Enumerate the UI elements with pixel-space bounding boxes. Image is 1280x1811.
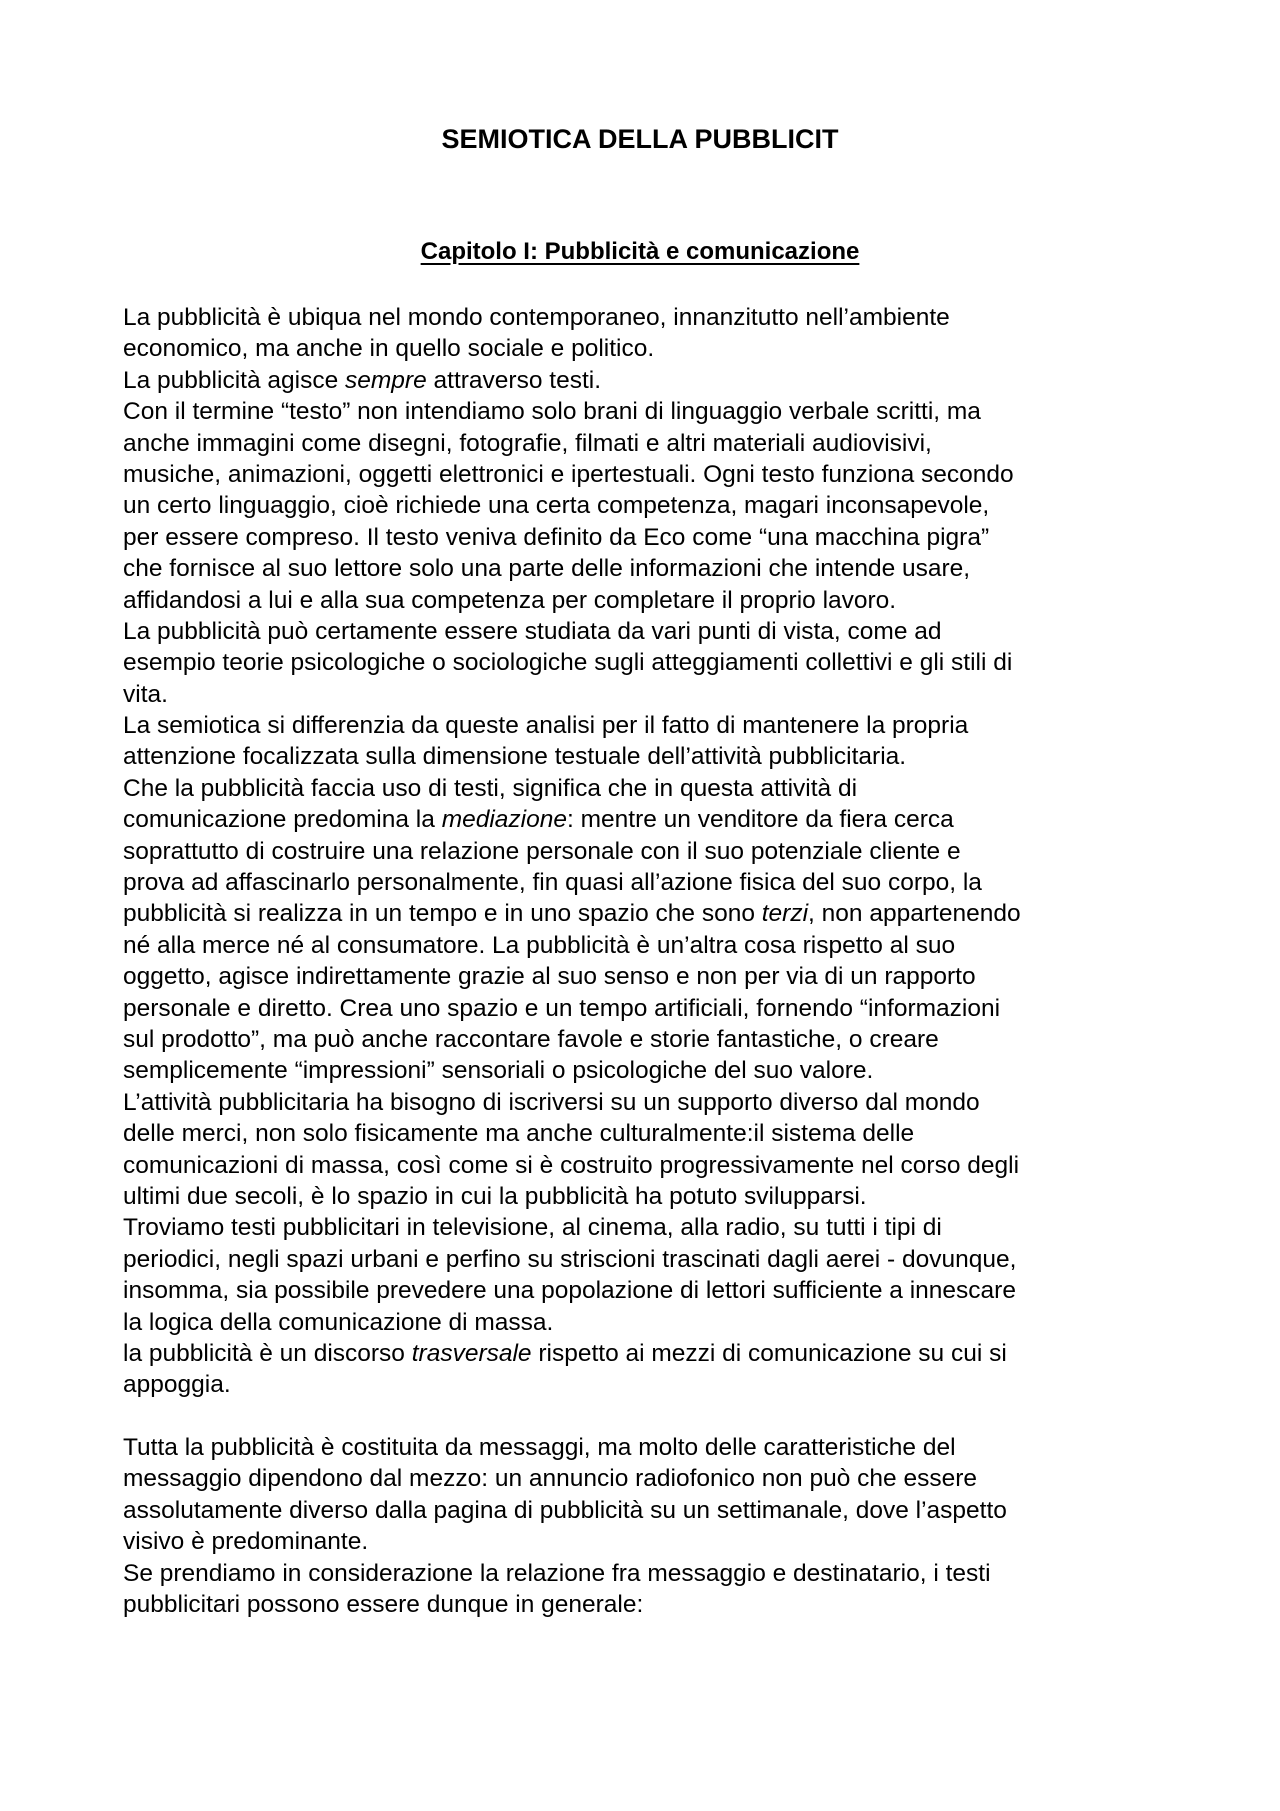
text-line bbox=[123, 1338, 1173, 1369]
text-line bbox=[123, 898, 1173, 929]
text-line bbox=[123, 1150, 1173, 1181]
text-segment: pubblicità si realizza in un tempo e in uno spazio che sono bbox=[123, 900, 762, 928]
text-segment: oggetto, agisce indirettamente grazie al suo senso e non per via di un rapporto bbox=[123, 963, 976, 991]
text-line bbox=[123, 867, 1173, 898]
text-segment: Troviamo testi pubblicitari in televisione, al cinema, alla radio, su tutti i tipi di bbox=[123, 1214, 942, 1242]
chapter-heading: Capitolo I: Pubblicità e comunicazione bbox=[420, 238, 860, 265]
text-segment: Se prendiamo in considerazione la relazione fra messaggio e destinatario, i testi bbox=[123, 1559, 991, 1587]
text-line bbox=[123, 1495, 1173, 1526]
text-segment: Tutta la pubblicità è costituita da messaggi, ma molto delle caratteristiche del bbox=[123, 1434, 956, 1462]
text-line bbox=[123, 1244, 1173, 1275]
text-segment: comunicazioni di massa, così come si è costruito progressivamente nel corso degli bbox=[123, 1151, 1020, 1179]
text-segment: vita. bbox=[123, 680, 168, 708]
text-line bbox=[123, 961, 1173, 992]
text-segment: la pubblicità è un discorso bbox=[123, 1339, 412, 1367]
text-segment: che fornisce al suo lettore solo una parte delle informazioni che intende usare, bbox=[123, 555, 971, 583]
text-segment: , non appartenendo bbox=[808, 900, 1021, 928]
text-line bbox=[123, 585, 1173, 616]
text-line bbox=[123, 1087, 1173, 1118]
text-segment: semplicemente “impressioni” sensoriali o psicologiche del suo valore. bbox=[123, 1057, 874, 1085]
text-line bbox=[123, 1055, 1173, 1086]
text-segment: Che la pubblicità faccia uso di testi, significa che in questa attività di bbox=[123, 774, 858, 802]
text-segment: La pubblicità agisce bbox=[123, 366, 346, 394]
text-segment: pubblicitari possono essere dunque in generale: bbox=[123, 1591, 644, 1619]
text-segment: economico, ma anche in quello sociale e politico. bbox=[123, 335, 655, 363]
text-line bbox=[123, 1463, 1173, 1494]
text-segment: rispetto ai mezzi di comunicazione su cui si bbox=[531, 1339, 1007, 1367]
text-line bbox=[123, 459, 1173, 490]
text-line bbox=[123, 741, 1173, 772]
text-segment: La pubblicità può certamente essere studiata da vari punti di vista, come ad bbox=[123, 617, 942, 645]
text-segment: anche immagini come disegni, fotografie, filmati e altri materiali audiovisivi, bbox=[123, 429, 932, 457]
text-line bbox=[123, 804, 1173, 835]
text-segment: La pubblicità è ubiqua nel mondo contemporaneo, innanzitutto nell’ambiente bbox=[123, 304, 950, 331]
emphasized-text: mediazione bbox=[441, 806, 567, 834]
text-segment: messaggio dipendono dal mezzo: un annuncio radiofonico non può che essere bbox=[123, 1465, 978, 1493]
text-line bbox=[123, 365, 1173, 396]
text-line bbox=[123, 993, 1173, 1024]
text-line bbox=[123, 773, 1173, 804]
text-segment: delle merci, non solo fisicamente ma anche culturalmente:il sistema delle bbox=[123, 1120, 915, 1148]
text-line bbox=[123, 930, 1173, 961]
text-line bbox=[123, 616, 1173, 647]
text-segment: sul prodotto”, ma può anche raccontare favole e storie fantastiche, o creare bbox=[123, 1025, 939, 1053]
text-line bbox=[123, 1589, 1173, 1620]
emphasized-text: trasversale bbox=[411, 1339, 532, 1367]
text-line bbox=[123, 1432, 1173, 1463]
text-segment: esempio teorie psicologiche o sociologiche sugli atteggiamenti collettivi e gli stili di bbox=[123, 649, 1013, 677]
text-line bbox=[123, 1275, 1173, 1306]
text-line bbox=[123, 1558, 1173, 1589]
text-line bbox=[123, 710, 1173, 741]
document-title: SEMIOTICA DELLA PUBBLICIT bbox=[441, 124, 839, 154]
body-text bbox=[123, 302, 1173, 1620]
text-line bbox=[123, 1118, 1173, 1149]
text-line bbox=[123, 1369, 1173, 1400]
text-segment: appoggia. bbox=[123, 1371, 231, 1399]
text-line bbox=[123, 1181, 1173, 1212]
text-line bbox=[123, 333, 1173, 364]
text-segment: La semiotica si differenzia da queste analisi per il fatto di mantenere la propria bbox=[123, 712, 969, 740]
text-segment: per essere compreso. Il testo veniva definito da Eco come “una macchina pigra” bbox=[123, 523, 990, 551]
paragraph-break bbox=[123, 1401, 1173, 1432]
text-line bbox=[123, 428, 1173, 459]
text-segment: personale e diretto. Crea uno spazio e un tempo artificiali, fornendo “informazioni bbox=[123, 994, 1001, 1022]
text-segment: comunicazione predomina la bbox=[123, 806, 442, 834]
text-segment: L’attività pubblicitaria ha bisogno di iscriversi su un supporto diverso dal mondo bbox=[123, 1088, 980, 1116]
text-segment: Con il termine “testo” non intendiamo solo brani di linguaggio verbale scritti, ma bbox=[123, 398, 981, 426]
text-segment: visivo è predominante. bbox=[123, 1528, 369, 1556]
text-segment: prova ad affascinarlo personalmente, fin quasi all’azione fisica del suo corpo, la bbox=[123, 869, 982, 897]
text-segment: insomma, sia possibile prevedere una popolazione di lettori sufficiente a innescare bbox=[123, 1277, 1016, 1305]
text-segment: soprattutto di costruire una relazione personale con il suo potenziale cliente e bbox=[123, 837, 961, 865]
text-segment: né alla merce né al consumatore. La pubblicità è un’altra cosa rispetto al suo bbox=[123, 931, 956, 959]
text-line bbox=[123, 1212, 1173, 1243]
text-segment: periodici, negli spazi urbani e perfino su striscioni trascinati dagli aerei - dovunque, bbox=[123, 1245, 1017, 1273]
text-line bbox=[123, 647, 1173, 678]
text-line bbox=[123, 679, 1173, 710]
text-segment: musiche, animazioni, oggetti elettronici e ipertestuali. Ogni testo funziona secondo bbox=[123, 460, 1014, 488]
text-line bbox=[123, 302, 1173, 333]
text-segment: attraverso testi. bbox=[426, 366, 602, 394]
text-segment: : mentre un venditore da fiera cerca bbox=[567, 806, 954, 834]
text-segment: affidandosi a lui e alla sua competenza per completare il proprio lavoro. bbox=[123, 586, 897, 614]
text-segment: un certo linguaggio, cioè richiede una certa competenza, magari inconsapevole, bbox=[123, 492, 990, 520]
text-line bbox=[123, 490, 1173, 521]
text-line bbox=[123, 396, 1173, 427]
emphasized-text: terzi bbox=[761, 900, 809, 928]
text-line bbox=[123, 1526, 1173, 1557]
text-line bbox=[123, 553, 1173, 584]
text-line bbox=[123, 1307, 1173, 1338]
text-segment: attenzione focalizzata sulla dimensione testuale dell’attività pubblicitaria. bbox=[123, 743, 907, 771]
text-line bbox=[123, 1024, 1173, 1055]
text-segment: assolutamente diverso dalla pagina di pubblicità su un settimanale, dove l’aspetto bbox=[123, 1496, 1007, 1524]
text-line bbox=[123, 836, 1173, 867]
text-segment: ultimi due secoli, è lo spazio in cui la pubblicità ha potuto svilupparsi. bbox=[123, 1182, 867, 1210]
text-segment: la logica della comunicazione di massa. bbox=[123, 1308, 554, 1336]
emphasized-text: sempre bbox=[345, 366, 427, 394]
text-line bbox=[123, 522, 1173, 553]
